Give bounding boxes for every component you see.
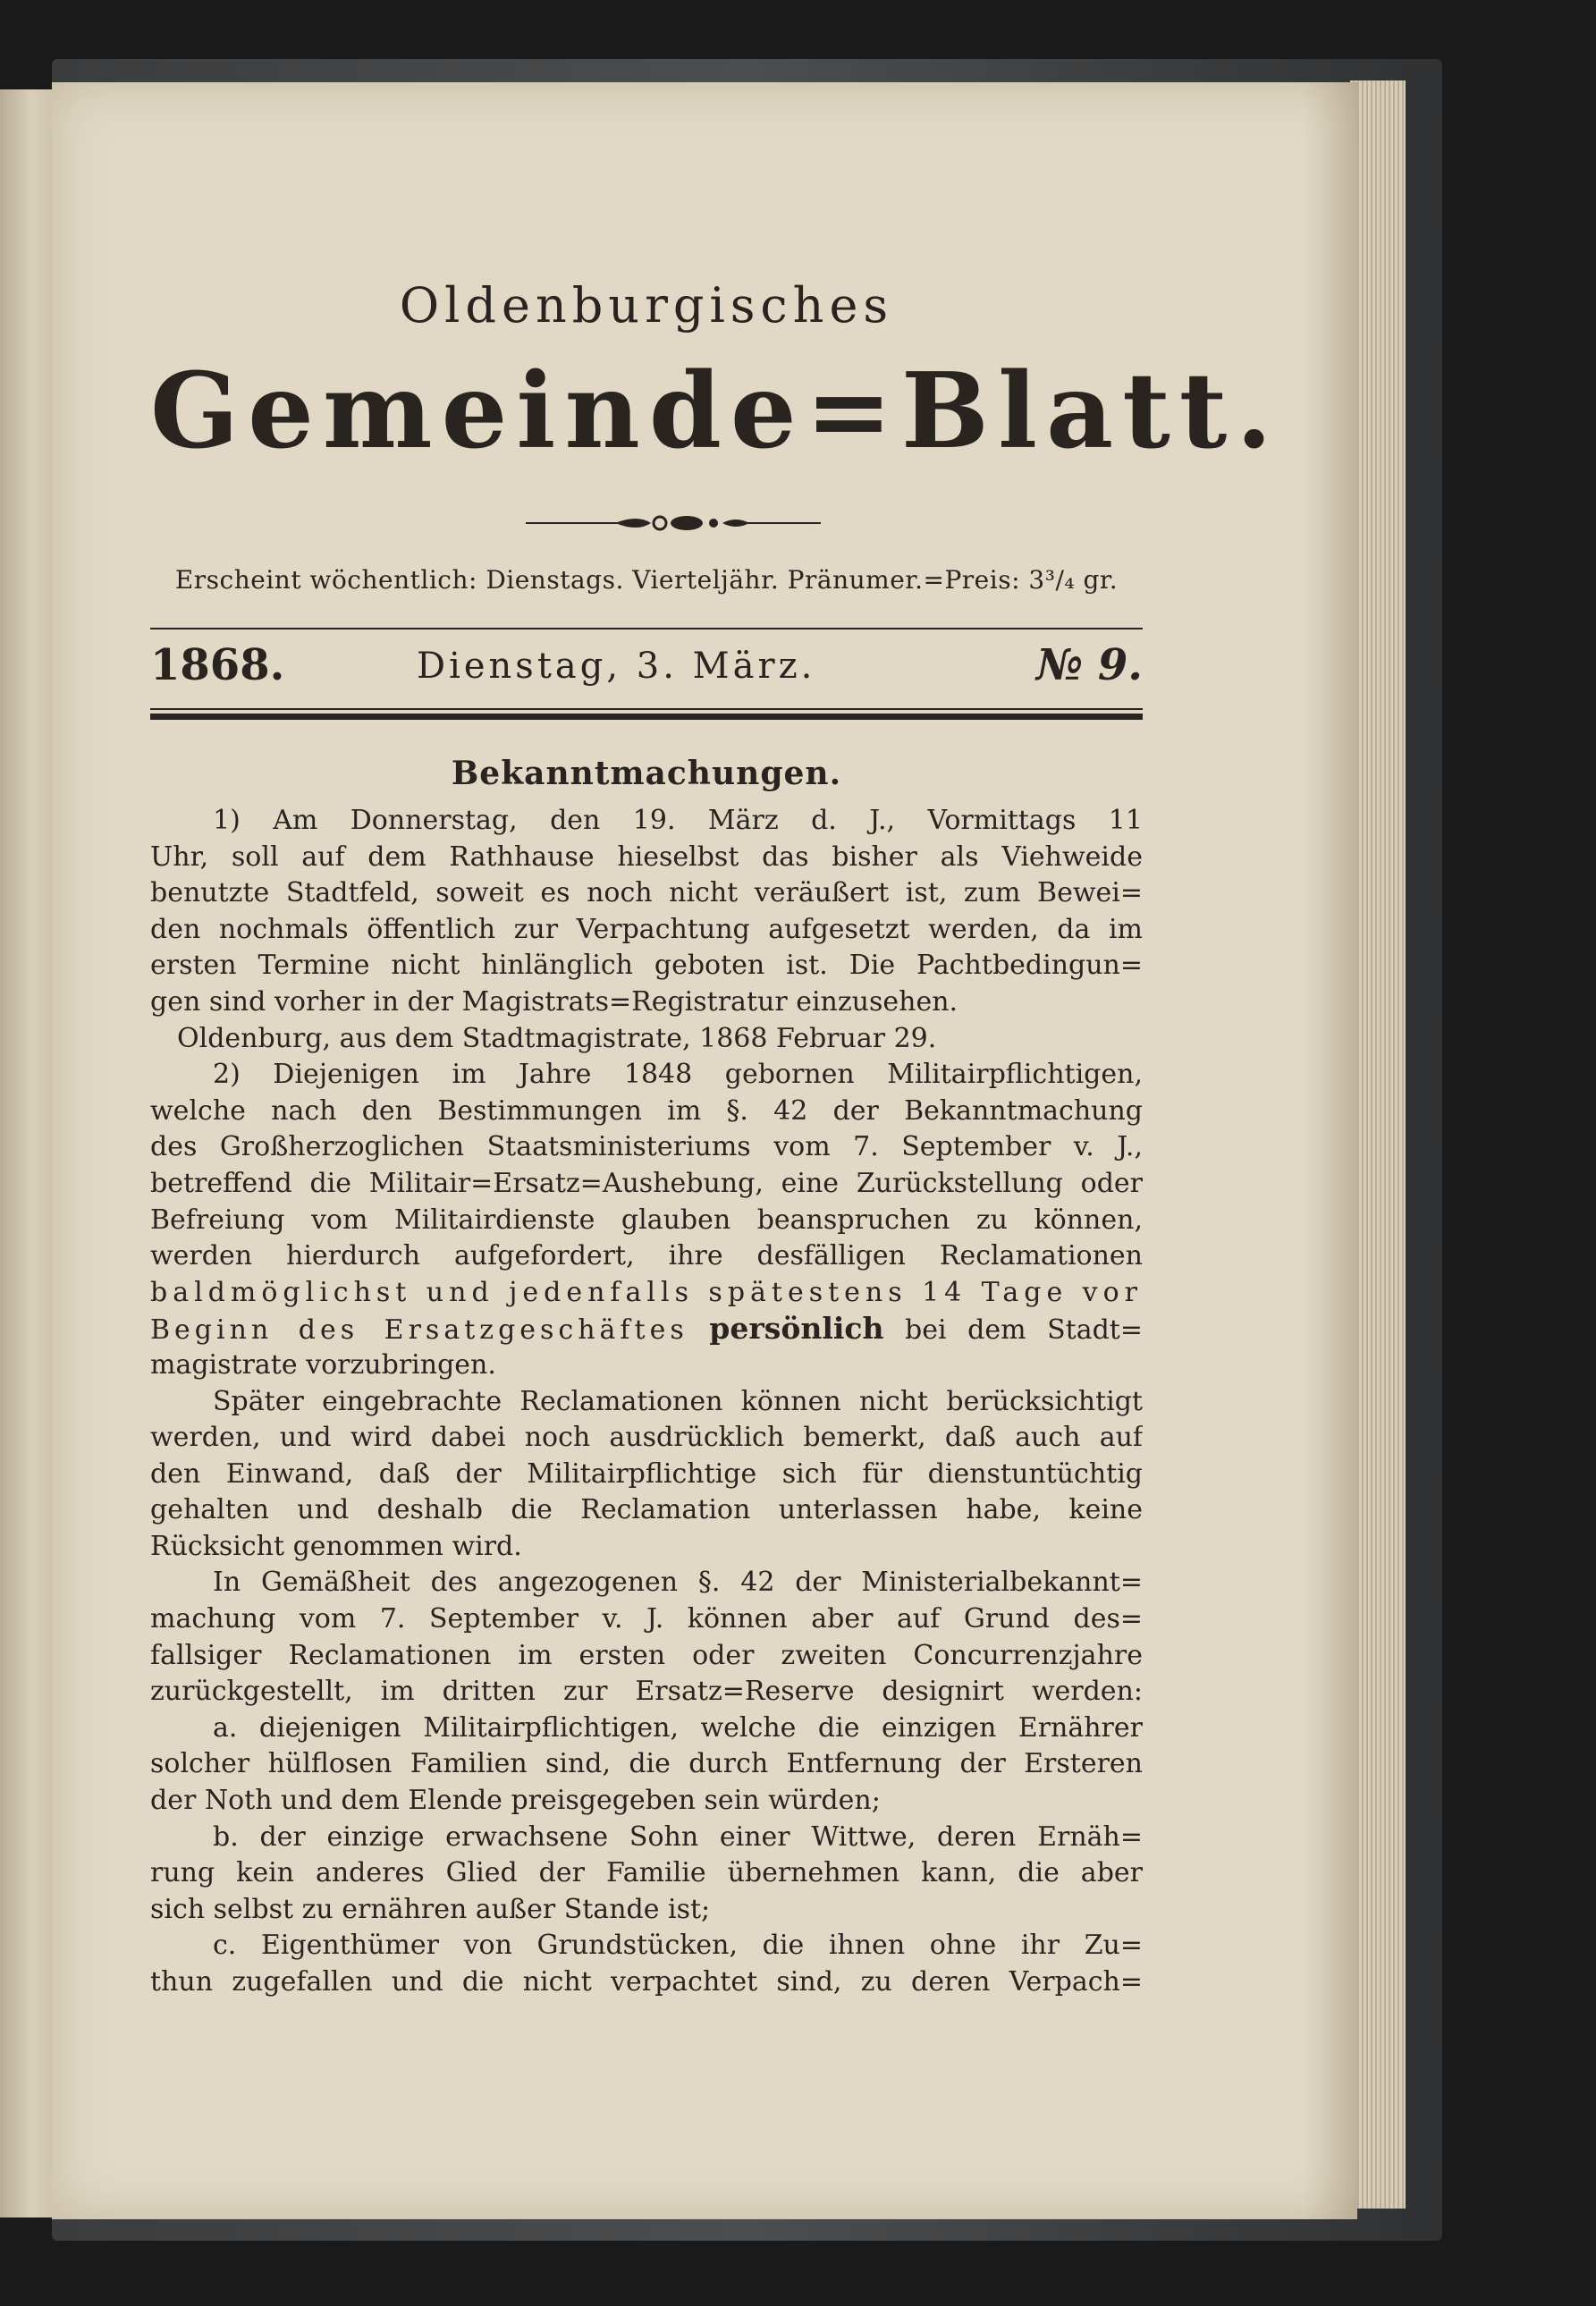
page-stack-edges bbox=[1350, 80, 1406, 2209]
emphasis-persoenlich: persönlich bbox=[709, 1311, 884, 1347]
text-line: den Einwand, daß der Militairpflichtige sich für dienstuntüchtig bbox=[150, 1457, 1143, 1490]
text-line: 2) Diejenigen im Jahre 1848 gebornen Militairpflichtigen, bbox=[213, 1059, 1143, 1091]
issue-date: Dienstag, 3. März. bbox=[417, 646, 816, 687]
text-line: Uhr, soll auf dem Rathhause hieselbst das bisher als Viehweide bbox=[150, 840, 1143, 873]
text-line: zurückgestellt, im dritten zur Ersatz=Reserve designirt werden: bbox=[150, 1676, 1143, 1708]
section-title: Bekanntmachungen. bbox=[451, 755, 842, 792]
newspaper-page bbox=[52, 82, 1357, 2219]
text-segment: bei dem Stadt= bbox=[905, 1314, 1143, 1347]
masthead-title: Gemeinde=Blatt. bbox=[150, 351, 1281, 472]
text-line: gehalten und deshalb die Reclamation unterlassen habe, keine bbox=[150, 1494, 1143, 1526]
text-line: werden, und wird dabei noch ausdrücklich bemerkt, daß auch auf bbox=[150, 1422, 1143, 1454]
text-line-emphasis bbox=[150, 1311, 1143, 1347]
left-page-edge bbox=[0, 89, 54, 2217]
text-line: sich selbst zu ernähren außer Stande ist; bbox=[150, 1893, 711, 1925]
issue-year: 1868. bbox=[150, 640, 285, 690]
text-segment: Beginn des Ersatzgeschäftes bbox=[150, 1314, 688, 1347]
text-line: machung vom 7. September v. J. können aber auf Grund des= bbox=[150, 1603, 1143, 1635]
text-line: In Gemäßheit des angezogenen §. 42 der Ministerialbekannt= bbox=[213, 1567, 1143, 1599]
issue-row bbox=[150, 640, 1143, 694]
text-line: magistrate vorzubringen. bbox=[150, 1348, 496, 1381]
ornament-divider bbox=[526, 511, 821, 535]
text-line: benutzte Stadtfeld, soweit es noch nicht veräußert ist, zum Bewei= bbox=[150, 877, 1143, 909]
text-line: der Noth und dem Elende preisgegeben sein würden; bbox=[150, 1785, 881, 1817]
divider-upper bbox=[150, 708, 1143, 710]
masthead-top-line: Oldenburgisches bbox=[399, 277, 894, 334]
text-line: Später eingebrachte Reclamationen können nicht berücksichtigt bbox=[213, 1385, 1143, 1417]
text-line: ersten Termine nicht hinlänglich geboten ist. Die Pachtbedingun= bbox=[150, 950, 1143, 982]
text-line: Befreiung vom Militairdienste glauben beanspruchen zu können, bbox=[150, 1204, 1143, 1236]
article-body bbox=[150, 803, 1143, 2001]
text-line: thun zugefallen und die nicht verpachtet sind, zu deren Verpach= bbox=[150, 1966, 1143, 1998]
issue-number: № 9. bbox=[1036, 640, 1143, 690]
list-item-c: c. Eigenthümer von Grundstücken, die ihnen ohne ihr Zu= bbox=[213, 1930, 1143, 1962]
text-line: 1) Am Donnerstag, den 19. März d. J., Vormittags 11 bbox=[213, 805, 1143, 836]
text-line: baldmöglichst und jedenfalls spätestens 14 Tage vor bbox=[150, 1276, 1143, 1308]
text-line: rung kein anderes Glied der Familie übernehmen kann, die aber bbox=[150, 1857, 1143, 1889]
divider-thin bbox=[150, 628, 1143, 629]
text-line: werden hierdurch aufgefordert, ihre desfälligen Reclamationen bbox=[150, 1240, 1143, 1272]
text-line: betreffend die Militair=Ersatz=Aushebung, eine Zurückstellung oder bbox=[150, 1167, 1143, 1199]
list-item-a: a. diejenigen Militairpflichtigen, welche die einzigen Ernährer bbox=[213, 1711, 1143, 1744]
text-line: den nochmals öffentlich zur Verpachtung aufgesetzt werden, da im bbox=[150, 913, 1143, 945]
signature-line: Oldenburg, aus dem Stadtmagistrate, 1868 Februar 29. bbox=[177, 1022, 937, 1054]
text-line: Rücksicht genommen wird. bbox=[150, 1530, 522, 1562]
page-content bbox=[150, 82, 1281, 2219]
text-line: welche nach den Bestimmungen im §. 42 der Bekanntmachung bbox=[150, 1094, 1143, 1127]
text-line: solcher hülflosen Familien sind, die durch Entfernung der Ersteren bbox=[150, 1748, 1143, 1780]
list-item-b: b. der einzige erwachsene Sohn einer Wittwe, deren Ernäh= bbox=[213, 1820, 1143, 1853]
text-line: gen sind vorher in der Magistrats=Registratur einzusehen. bbox=[150, 985, 958, 1018]
text-line: fallsiger Reclamationen im ersten oder zweiten Concurrenzjahre bbox=[150, 1639, 1143, 1671]
publication-info: Erscheint wöchentlich: Dienstags. Vierteljähr. Pränumer.=Preis: 3³/₄ gr. bbox=[174, 565, 1119, 595]
text-line: des Großherzoglichen Staatsministeriums vom 7. September v. J., bbox=[150, 1131, 1143, 1163]
page-shadow bbox=[1304, 82, 1357, 2219]
divider-thick bbox=[150, 714, 1143, 720]
